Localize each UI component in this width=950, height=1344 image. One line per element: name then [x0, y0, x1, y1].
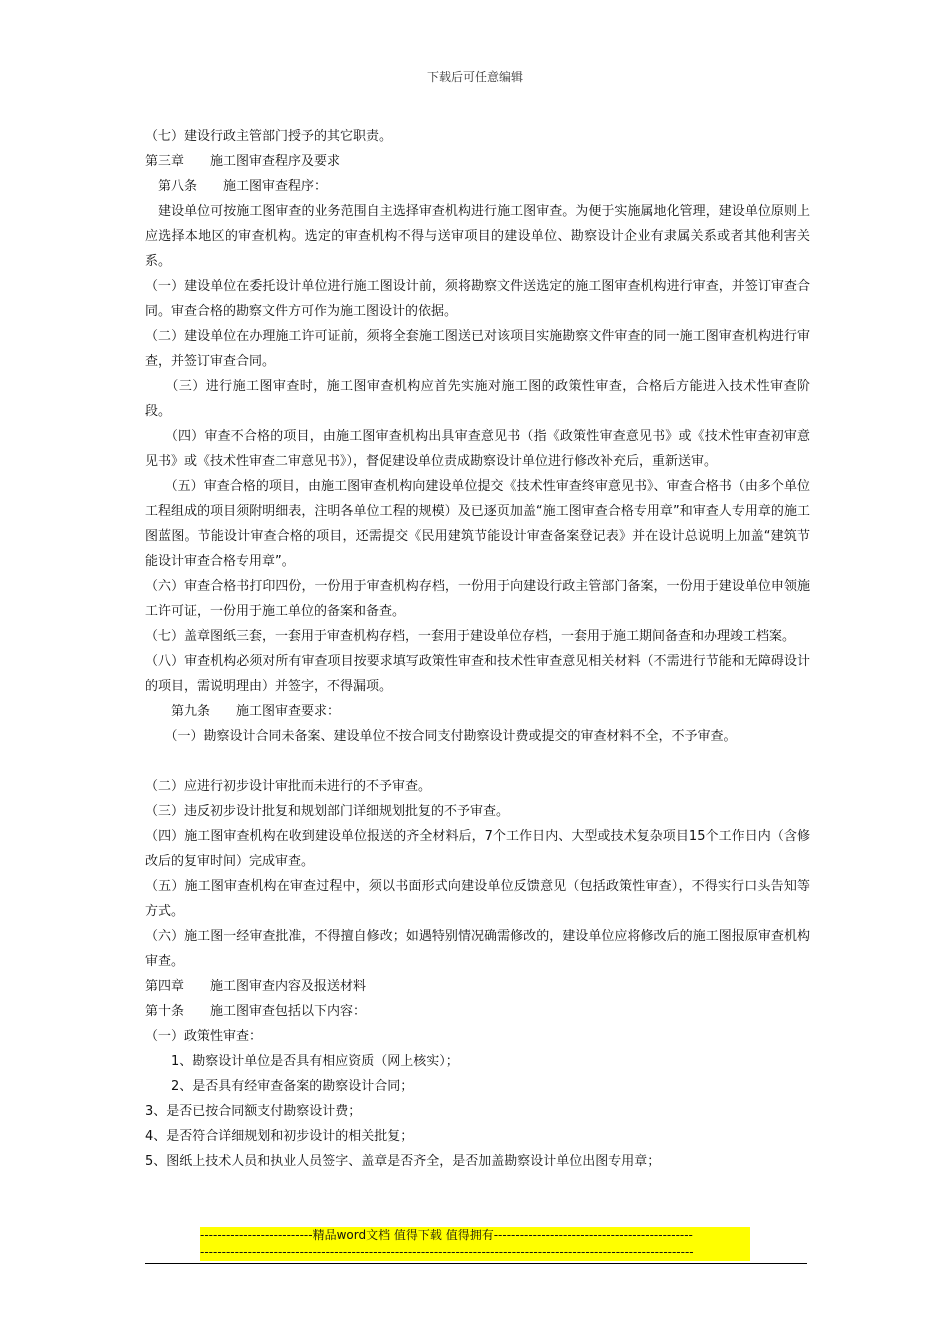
page-header: 下载后可任意编辑 [426, 70, 523, 84]
doc-paragraph: （一）建设单位在委托设计单位进行施工图设计前，须将勘察文件送选定的施工图审查机构进行审查，并签订审查合同。审查合格的勘察文件方可作为施工图设计的依据。 [145, 279, 810, 319]
doc-paragraph: （六）审查合格书打印四份，一份用于审查机构存档，一份用于向建设行政主管部门备案，一份用于建设单位申领施工许可证，一份用于施工单位的备案和备查。 [145, 579, 810, 619]
chapter-heading: 第四章 施工图审查内容及报送材料 [145, 979, 367, 994]
doc-line: （一）政策性审查： [145, 1029, 263, 1044]
footer-rule [145, 1263, 807, 1264]
list-item: 4、是否符合详细规划和初步设计的相关批复； [145, 1129, 414, 1144]
list-item: 2、是否具有经审查备案的勘察设计合同； [145, 1079, 414, 1094]
list-item: 1、勘察设计单位是否具有相应资质（网上核实）； [145, 1054, 459, 1069]
doc-paragraph: （六）施工图一经审查批准，不得擅自修改；如遇特别情况确需修改的，建设单位应将修改后的施工图报原审查机构审查。 [145, 929, 810, 969]
doc-paragraph: （八）审查机构必须对所有审查项目按要求填写政策性审查和技术性审查意见相关材料（不需进行节能和无障碍设计的项目，需说明理由）并签字，不得漏项。 [145, 654, 810, 694]
doc-line: （三）违反初步设计批复和规划部门详细规划批复的不予审查。 [145, 804, 510, 819]
article-heading: 第十条 施工图审查包括以下内容： [145, 1004, 367, 1019]
doc-paragraph: （五）施工图审查机构在审查过程中，须以书面形式向建设单位反馈意见（包括政策性审查），不得实行口头告知等方式。 [145, 879, 810, 919]
doc-paragraph: （四）施工图审查机构在收到建设单位报送的齐全材料后，7个工作日内、大型或技术复杂项目15个工作日内（含修改后的复审时间）完成审查。 [145, 829, 810, 869]
doc-line: （二）应进行初步设计审批而未进行的不予审查。 [145, 779, 432, 794]
footer-banner [200, 1227, 750, 1261]
blank-line [145, 749, 810, 774]
list-item: 5、图纸上技术人员和执业人员签字、盖章是否齐全，是否加盖勘察设计单位出图专用章； [145, 1154, 661, 1169]
doc-paragraph: （三）进行施工图审查时，施工图审查机构应首先实施对施工图的政策性审查，合格后方能进入技术性审查阶段。 [145, 379, 810, 419]
doc-paragraph: （五）审查合格的项目，由施工图审查机构向建设单位提交《技术性审查终审意见书》、审查合格书（由多个单位工程组成的项目须附明细表，注明各单位工程的规模）及已逐页加盖“施工图审查合格专用章”和审查人专用章的施工图蓝图。节能设计审查合格的项目，还需提交《民用建筑节能设计审查备案登记表》并在设计总说明上加盖“建筑节能设计审查合格专用章”。 [145, 479, 810, 569]
footer-banner-line: ------------------------------------------------------------------------------------------------------------------ [200, 1245, 694, 1259]
article-heading: 第八条 施工图审查程序： [145, 179, 328, 194]
footer-banner-line: --------------------------精品word文档 值得下载 值得拥有---------------------------------------------- [200, 1228, 693, 1242]
doc-line: （一）勘察设计合同未备案、建设单位不按合同支付勘察设计费或提交的审查材料不全，不予审查。 [145, 729, 737, 744]
chapter-heading: 第三章 施工图审查程序及要求 [145, 154, 341, 169]
list-item: 3、是否已按合同额支付勘察设计费； [145, 1104, 362, 1119]
doc-paragraph: （七）盖章图纸三套，一套用于审查机构存档，一套用于建设单位存档，一套用于施工期间备查和办理竣工档案。 [145, 629, 796, 644]
document-body [145, 124, 810, 1174]
doc-paragraph: 建设单位可按施工图审查的业务范围自主选择审查机构进行施工图审查。为便于实施属地化管理，建设单位原则上应选择本地区的审查机构。选定的审查机构不得与送审项目的建设单位、勘察设计企业有隶属关系或者其他利害关系。 [145, 204, 810, 269]
doc-line: （七）建设行政主管部门授予的其它职责。 [145, 129, 393, 144]
doc-paragraph: （二）建设单位在办理施工许可证前，须将全套施工图送已对该项目实施勘察文件审查的同一施工图审查机构进行审查，并签订审查合同。 [145, 329, 810, 369]
doc-paragraph: （四）审查不合格的项目，由施工图审查机构出具审查意见书（指《政策性审查意见书》或《技术性审查初审意见书》或《技术性审查二审意见书》），督促建设单位责成勘察设计单位进行修改补充后，重新送审。 [145, 429, 810, 469]
article-heading: 第九条 施工图审查要求： [145, 704, 341, 719]
